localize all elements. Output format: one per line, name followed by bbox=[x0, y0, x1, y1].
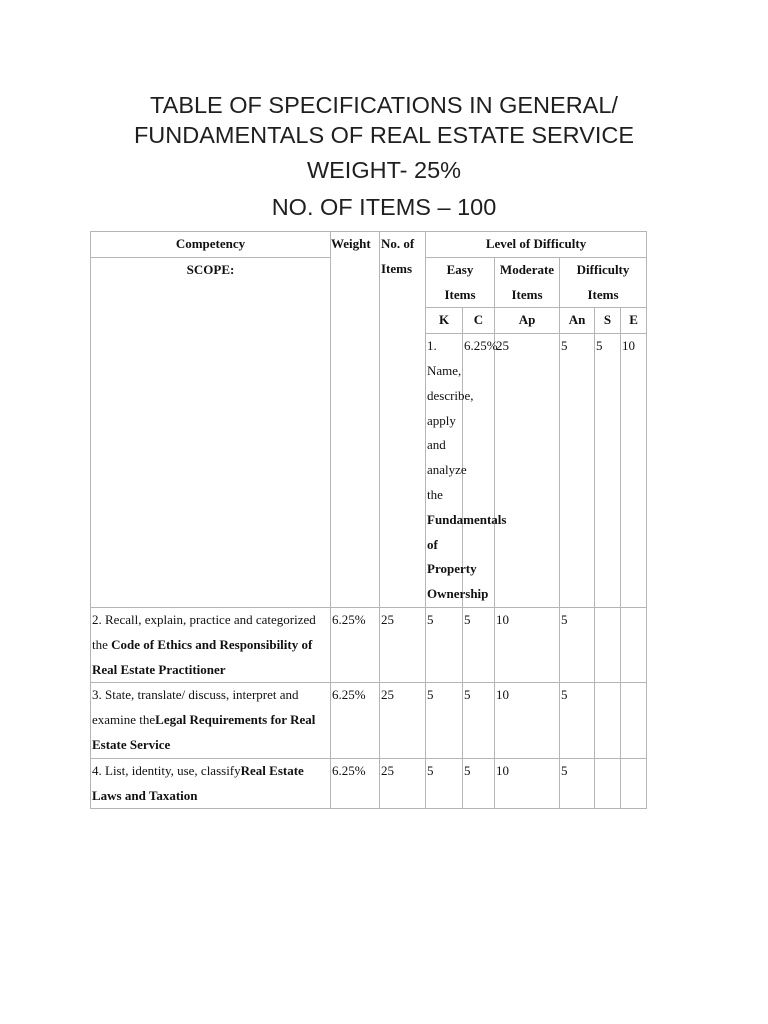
c-cell: 5 bbox=[463, 759, 495, 810]
s-cell bbox=[595, 683, 621, 758]
competency-cell bbox=[91, 683, 331, 758]
items-cell: 25 bbox=[380, 759, 426, 810]
header-e: E bbox=[621, 308, 647, 334]
c-cell: 5 bbox=[463, 608, 495, 683]
e-cell bbox=[621, 759, 647, 810]
an-cell: 5 bbox=[560, 759, 595, 810]
k-cell: 5 bbox=[426, 608, 463, 683]
header-scope: SCOPE: bbox=[91, 258, 331, 608]
header-an: An bbox=[560, 308, 595, 334]
header-easy-items: Items bbox=[444, 286, 476, 302]
competency-cell bbox=[91, 759, 331, 810]
header-s: S bbox=[595, 308, 621, 334]
ap-cell: 10 bbox=[495, 608, 560, 683]
table-row bbox=[91, 759, 647, 810]
competency-text: 1. Name, describe, apply and analyze the bbox=[427, 338, 474, 502]
competency-bold: Fundamentals of Property Ownership bbox=[427, 511, 507, 602]
header-difficulty bbox=[560, 258, 647, 309]
header-k: K bbox=[426, 308, 463, 334]
competency-cell bbox=[91, 608, 331, 683]
header-competency: Competency bbox=[91, 232, 331, 258]
k-cell: 5 bbox=[560, 334, 595, 608]
header-easy-label: Easy bbox=[446, 261, 474, 277]
header-weight: Weight bbox=[331, 232, 380, 608]
items-cell: 25 bbox=[495, 334, 560, 608]
k-cell: 5 bbox=[426, 759, 463, 810]
table-row bbox=[91, 683, 647, 758]
specifications-table bbox=[90, 231, 647, 809]
an-cell: 5 bbox=[560, 608, 595, 683]
header-moderate bbox=[495, 258, 560, 309]
header-items: Items bbox=[381, 260, 413, 276]
ap-cell: 10 bbox=[495, 759, 560, 810]
weight-cell: 6.25% bbox=[331, 759, 380, 810]
an-cell: 5 bbox=[560, 683, 595, 758]
ap-cell: 10 bbox=[621, 334, 647, 608]
e-cell bbox=[621, 683, 647, 758]
page-title bbox=[0, 90, 768, 150]
k-cell: 5 bbox=[426, 683, 463, 758]
header-no-of-items bbox=[380, 232, 426, 608]
items-cell: 25 bbox=[380, 608, 426, 683]
header-easy bbox=[426, 258, 495, 309]
c-cell: 5 bbox=[463, 683, 495, 758]
weight-cell: 6.25% bbox=[463, 334, 495, 608]
header-c: C bbox=[463, 308, 495, 334]
table-row bbox=[91, 608, 647, 683]
title-line-1: TABLE OF SPECIFICATIONS IN GENERAL/ bbox=[150, 92, 618, 118]
weight-cell: 6.25% bbox=[331, 608, 380, 683]
e-cell bbox=[621, 608, 647, 683]
competency-text: 4. List, identity, use, classify bbox=[92, 762, 241, 778]
weight-cell: 6.25% bbox=[331, 683, 380, 758]
competency-bold: Legal Requirements for Real Estate Service bbox=[92, 712, 316, 752]
competency-bold: Real Estate Laws and Taxation bbox=[92, 762, 304, 803]
header-level-of-difficulty: Level of Difficulty bbox=[426, 232, 647, 258]
header-ap: Ap bbox=[495, 308, 560, 334]
competency-bold: Code of Ethics and Responsibility of Real Estate Practitioner bbox=[92, 636, 313, 677]
header-row-1 bbox=[91, 232, 647, 258]
competency-text: 3. State, translate/ discuss, interpret and examine the bbox=[92, 687, 299, 728]
items-heading: NO. OF ITEMS – 100 bbox=[271, 194, 497, 220]
competency-text: 2. Recall, explain, practice and categorized the bbox=[92, 611, 316, 652]
title-line-2: FUNDAMENTALS OF REAL ESTATE SERVICE bbox=[133, 122, 635, 148]
header-difficulty-items: Items bbox=[587, 286, 619, 302]
ap-cell: 10 bbox=[495, 683, 560, 758]
items-cell: 25 bbox=[380, 683, 426, 758]
header-difficulty-label: Difficulty bbox=[576, 261, 630, 277]
header-moderate-items: Items bbox=[511, 286, 543, 302]
header-moderate-label: Moderate bbox=[499, 261, 555, 277]
header-no-of: No. of bbox=[381, 236, 415, 251]
weight-heading: WEIGHT- 25% bbox=[306, 157, 462, 183]
s-cell bbox=[595, 759, 621, 810]
c-cell: 5 bbox=[595, 334, 621, 608]
s-cell bbox=[595, 608, 621, 683]
